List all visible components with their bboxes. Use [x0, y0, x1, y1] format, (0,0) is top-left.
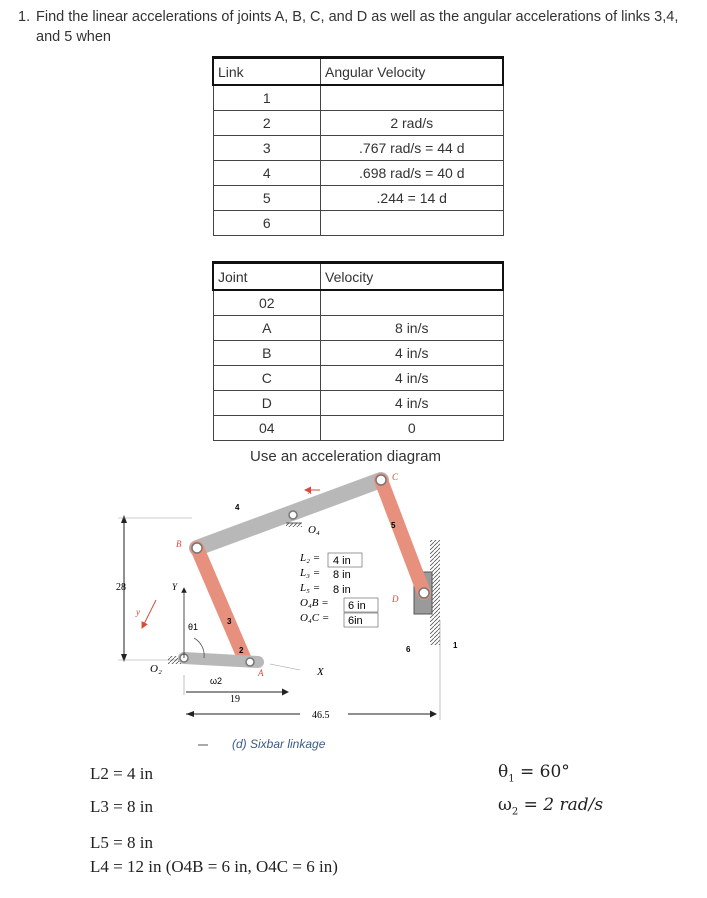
label-link3: 3	[227, 617, 232, 626]
cell: 3	[213, 136, 321, 161]
label-y-small: y	[136, 607, 140, 617]
cell: .767 rad/s = 44 d	[321, 136, 504, 161]
cell	[321, 290, 504, 316]
omega-symbol: ω	[498, 795, 512, 815]
table-row	[213, 111, 503, 136]
label-c: C	[392, 472, 399, 482]
joint-table	[212, 261, 504, 441]
label-theta1: θ1	[188, 622, 199, 632]
given-l4: L4 = 12 in (O4B = 6 in, O4C = 6 in)	[90, 857, 338, 876]
cell: 5	[213, 186, 321, 211]
instruction-text: Use an acceleration diagram	[250, 448, 441, 465]
cell: A	[213, 316, 321, 341]
dim-19-label: 19	[230, 694, 240, 705]
legend-l3: L₃ =	[300, 567, 321, 579]
cell: .698 rad/s = 40 d	[321, 161, 504, 186]
given-l3: L3 = 8 in	[90, 797, 153, 816]
cell: 4	[213, 161, 321, 186]
pin-o4	[289, 511, 297, 519]
table-row	[213, 366, 503, 391]
table-row	[213, 316, 503, 341]
label-link4: 4	[235, 503, 240, 512]
ground-o4	[286, 523, 302, 527]
given-theta	[498, 762, 570, 784]
label-b: B	[176, 539, 182, 549]
pin-b	[192, 543, 202, 553]
link-table	[212, 56, 504, 236]
pin-d	[419, 588, 429, 598]
label-link5: 5	[391, 521, 396, 530]
link-3	[197, 548, 245, 660]
cell: 4 in/s	[321, 391, 504, 416]
cell: .244 = 14 d	[321, 186, 504, 211]
cell: C	[213, 366, 321, 391]
label-link1: 1	[453, 641, 458, 650]
table-row	[213, 341, 503, 366]
problem-text: Find the linear accelerations of joints A, B, C, and D as well as the angular accelerations of links 3,4, and 5 when	[36, 9, 679, 45]
table-row	[213, 416, 503, 441]
table-row	[213, 186, 503, 211]
figure-caption: (d) Sixbar linkage	[232, 737, 326, 751]
cell: 02	[213, 290, 321, 316]
cell: 6	[213, 211, 321, 236]
pin-a	[246, 658, 254, 666]
dimension-28	[116, 515, 192, 662]
dimension-legend	[299, 552, 378, 627]
cell: 0	[321, 416, 504, 441]
label-y: Y	[172, 582, 178, 592]
legend-l2: L₂ =	[300, 552, 321, 564]
theta-subscript: 1	[508, 773, 515, 785]
theta-value: = 60°	[520, 762, 570, 782]
table-row	[213, 136, 503, 161]
dim-46-5-label: 46.5	[312, 710, 330, 721]
label-link2: 2	[239, 646, 244, 655]
angular-velocity-header: Angular Velocity	[321, 58, 504, 86]
cell: 2 rad/s	[321, 111, 504, 136]
label-omega2: ω2	[210, 676, 223, 686]
pin-c	[376, 475, 386, 485]
table-row	[213, 391, 503, 416]
cell: B	[213, 341, 321, 366]
table-row	[213, 211, 503, 236]
label-a: A	[258, 668, 264, 678]
legend-o4b: O₄B =	[300, 597, 329, 609]
legend-o4c-value: 6in	[348, 615, 363, 627]
given-l2: L2 = 4 in	[90, 764, 153, 783]
legend-l2-value: 4 in	[333, 555, 351, 567]
label-o4: O₄	[308, 524, 320, 536]
label-x-small: x	[308, 486, 312, 496]
legend-l3-value: 8 in	[333, 569, 351, 581]
link-header: Link	[213, 58, 321, 86]
omega-subscript: 2	[511, 806, 519, 818]
cell: D	[213, 391, 321, 416]
legend-l5: L₅ =	[300, 582, 321, 594]
problem-number: 1.	[18, 9, 31, 25]
given-l5: L5 = 8 in	[90, 833, 153, 852]
cell: 4 in/s	[321, 366, 504, 391]
omega-value: = 2 rad/s	[523, 795, 604, 815]
label-x: X	[317, 666, 324, 678]
cell: 04	[213, 416, 321, 441]
table-row	[213, 85, 503, 111]
joint-header: Joint	[213, 263, 321, 291]
legend-o4b-value: 6 in	[348, 600, 366, 612]
table-row	[213, 161, 503, 186]
velocity-header: Velocity	[321, 263, 504, 291]
cell	[321, 211, 504, 236]
label-link6: 6	[406, 645, 411, 654]
cell: 1	[213, 85, 321, 111]
theta-symbol: θ	[498, 762, 509, 782]
dim-28-label: 28	[116, 582, 126, 593]
table-row	[213, 290, 503, 316]
legend-l5-value: 8 in	[333, 584, 351, 596]
label-o2: O₂	[150, 663, 162, 675]
sixbar-linkage-figure	[110, 470, 470, 760]
cell	[321, 85, 504, 111]
cell: 4 in/s	[321, 341, 504, 366]
cell: 8 in/s	[321, 316, 504, 341]
link-5	[381, 480, 424, 593]
given-omega	[498, 795, 603, 817]
legend-o4c: O₄C =	[300, 612, 330, 624]
label-d: D	[392, 594, 399, 604]
cell: 2	[213, 111, 321, 136]
